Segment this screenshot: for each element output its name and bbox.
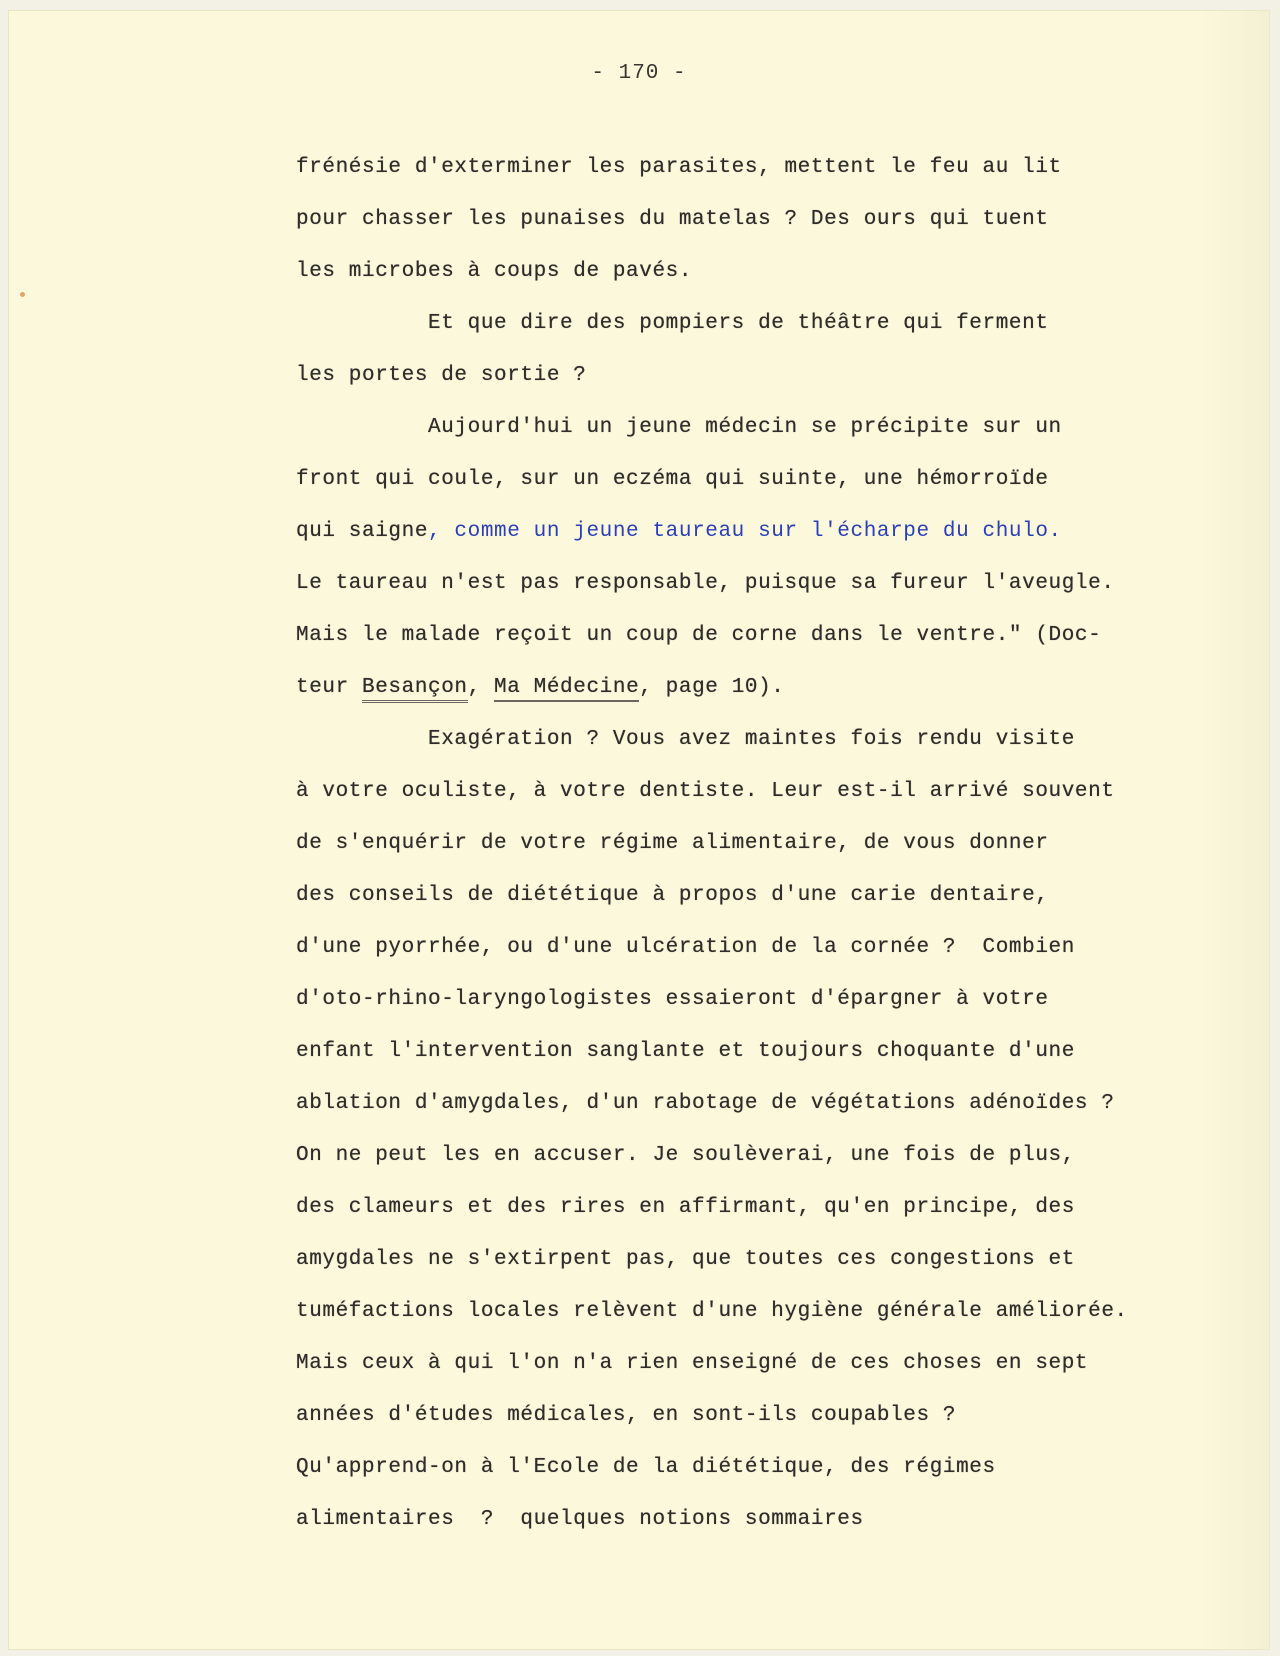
- text-line-27: alimentaires ? quelques notions sommaires: [296, 1508, 864, 1531]
- text-line-3: les microbes à coups de pavés.: [296, 260, 693, 283]
- text-line-21: des clameurs et des rires en affirmant, qu'en principe, des: [296, 1196, 1075, 1219]
- book-title-underlined: Ma Médecine: [494, 676, 639, 702]
- text-line-8: [296, 506, 1256, 558]
- text-line-17: d'oto-rhino-laryngologistes essaieront d'épargner à votre: [296, 988, 1049, 1011]
- text-line-22: amygdales ne s'extirpent pas, que toutes ces congestions et: [296, 1248, 1075, 1271]
- text-line-26: Qu'apprend-on à l'Ecole de la diététique, des régimes: [296, 1456, 996, 1479]
- text-line-9: Le taureau n'est pas responsable, puisque sa fureur l'aveugle.: [296, 572, 1115, 595]
- text-line-14: de s'enquérir de votre régime alimentaire, de vous donner: [296, 832, 1049, 855]
- text-line-18: enfant l'intervention sanglante et toujours choquante d'une: [296, 1040, 1075, 1063]
- typewritten-body: [296, 142, 1256, 1546]
- text-line-11: [296, 662, 1256, 714]
- text-fragment: , page 10).: [639, 676, 785, 699]
- margin-ink-spot: [20, 292, 25, 297]
- text-fragment: ,: [467, 676, 495, 699]
- text-line-13: à votre oculiste, à votre dentiste. Leur est-il arrivé souvent: [296, 780, 1115, 803]
- text-line-15: des conseils de diététique à propos d'une carie dentaire,: [296, 884, 1049, 907]
- text-line-12: Exagération ? Vous avez maintes fois rendu visite: [296, 728, 1075, 751]
- text-line-2: pour chasser les punaises du matelas ? Des ours qui tuent: [296, 208, 1049, 231]
- text-line-25: années d'études médicales, en sont-ils coupables ?: [296, 1404, 957, 1427]
- text-line-1: frénésie d'exterminer les parasites, mettent le feu au lit: [296, 156, 1062, 179]
- author-name-underlined: Besançon: [362, 676, 468, 703]
- text-fragment: qui saigne: [296, 520, 429, 543]
- handwritten-comma-correction: , comme un jeune taureau sur l'écharpe du chulo.: [428, 520, 1062, 543]
- text-line-6: Aujourd'hui un jeune médecin se précipite sur un: [296, 416, 1062, 439]
- document-page: [8, 10, 1270, 1650]
- text-line-19: ablation d'amygdales, d'un rabotage de végétations adénoïdes ?: [296, 1092, 1115, 1115]
- text-line-16: d'une pyorrhée, ou d'une ulcération de la cornée ? Combien: [296, 936, 1075, 959]
- text-line-24: Mais ceux à qui l'on n'a rien enseigné de ces choses en sept: [296, 1352, 1089, 1375]
- text-line-7: front qui coule, sur un eczéma qui suinte, une hémorroïde: [296, 468, 1049, 491]
- text-line-4: Et que dire des pompiers de théâtre qui ferment: [296, 312, 1049, 335]
- text-line-5: les portes de sortie ?: [296, 364, 587, 387]
- page-number: - 170 -: [591, 62, 687, 85]
- text-fragment: teur: [296, 676, 363, 699]
- text-line-23: tuméfactions locales relèvent d'une hygiène générale améliorée.: [296, 1300, 1128, 1323]
- text-line-20: On ne peut les en accuser. Je soulèverai, une fois de plus,: [296, 1144, 1075, 1167]
- text-line-10: Mais le malade reçoit un coup de corne dans le ventre." (Doc-: [296, 624, 1102, 647]
